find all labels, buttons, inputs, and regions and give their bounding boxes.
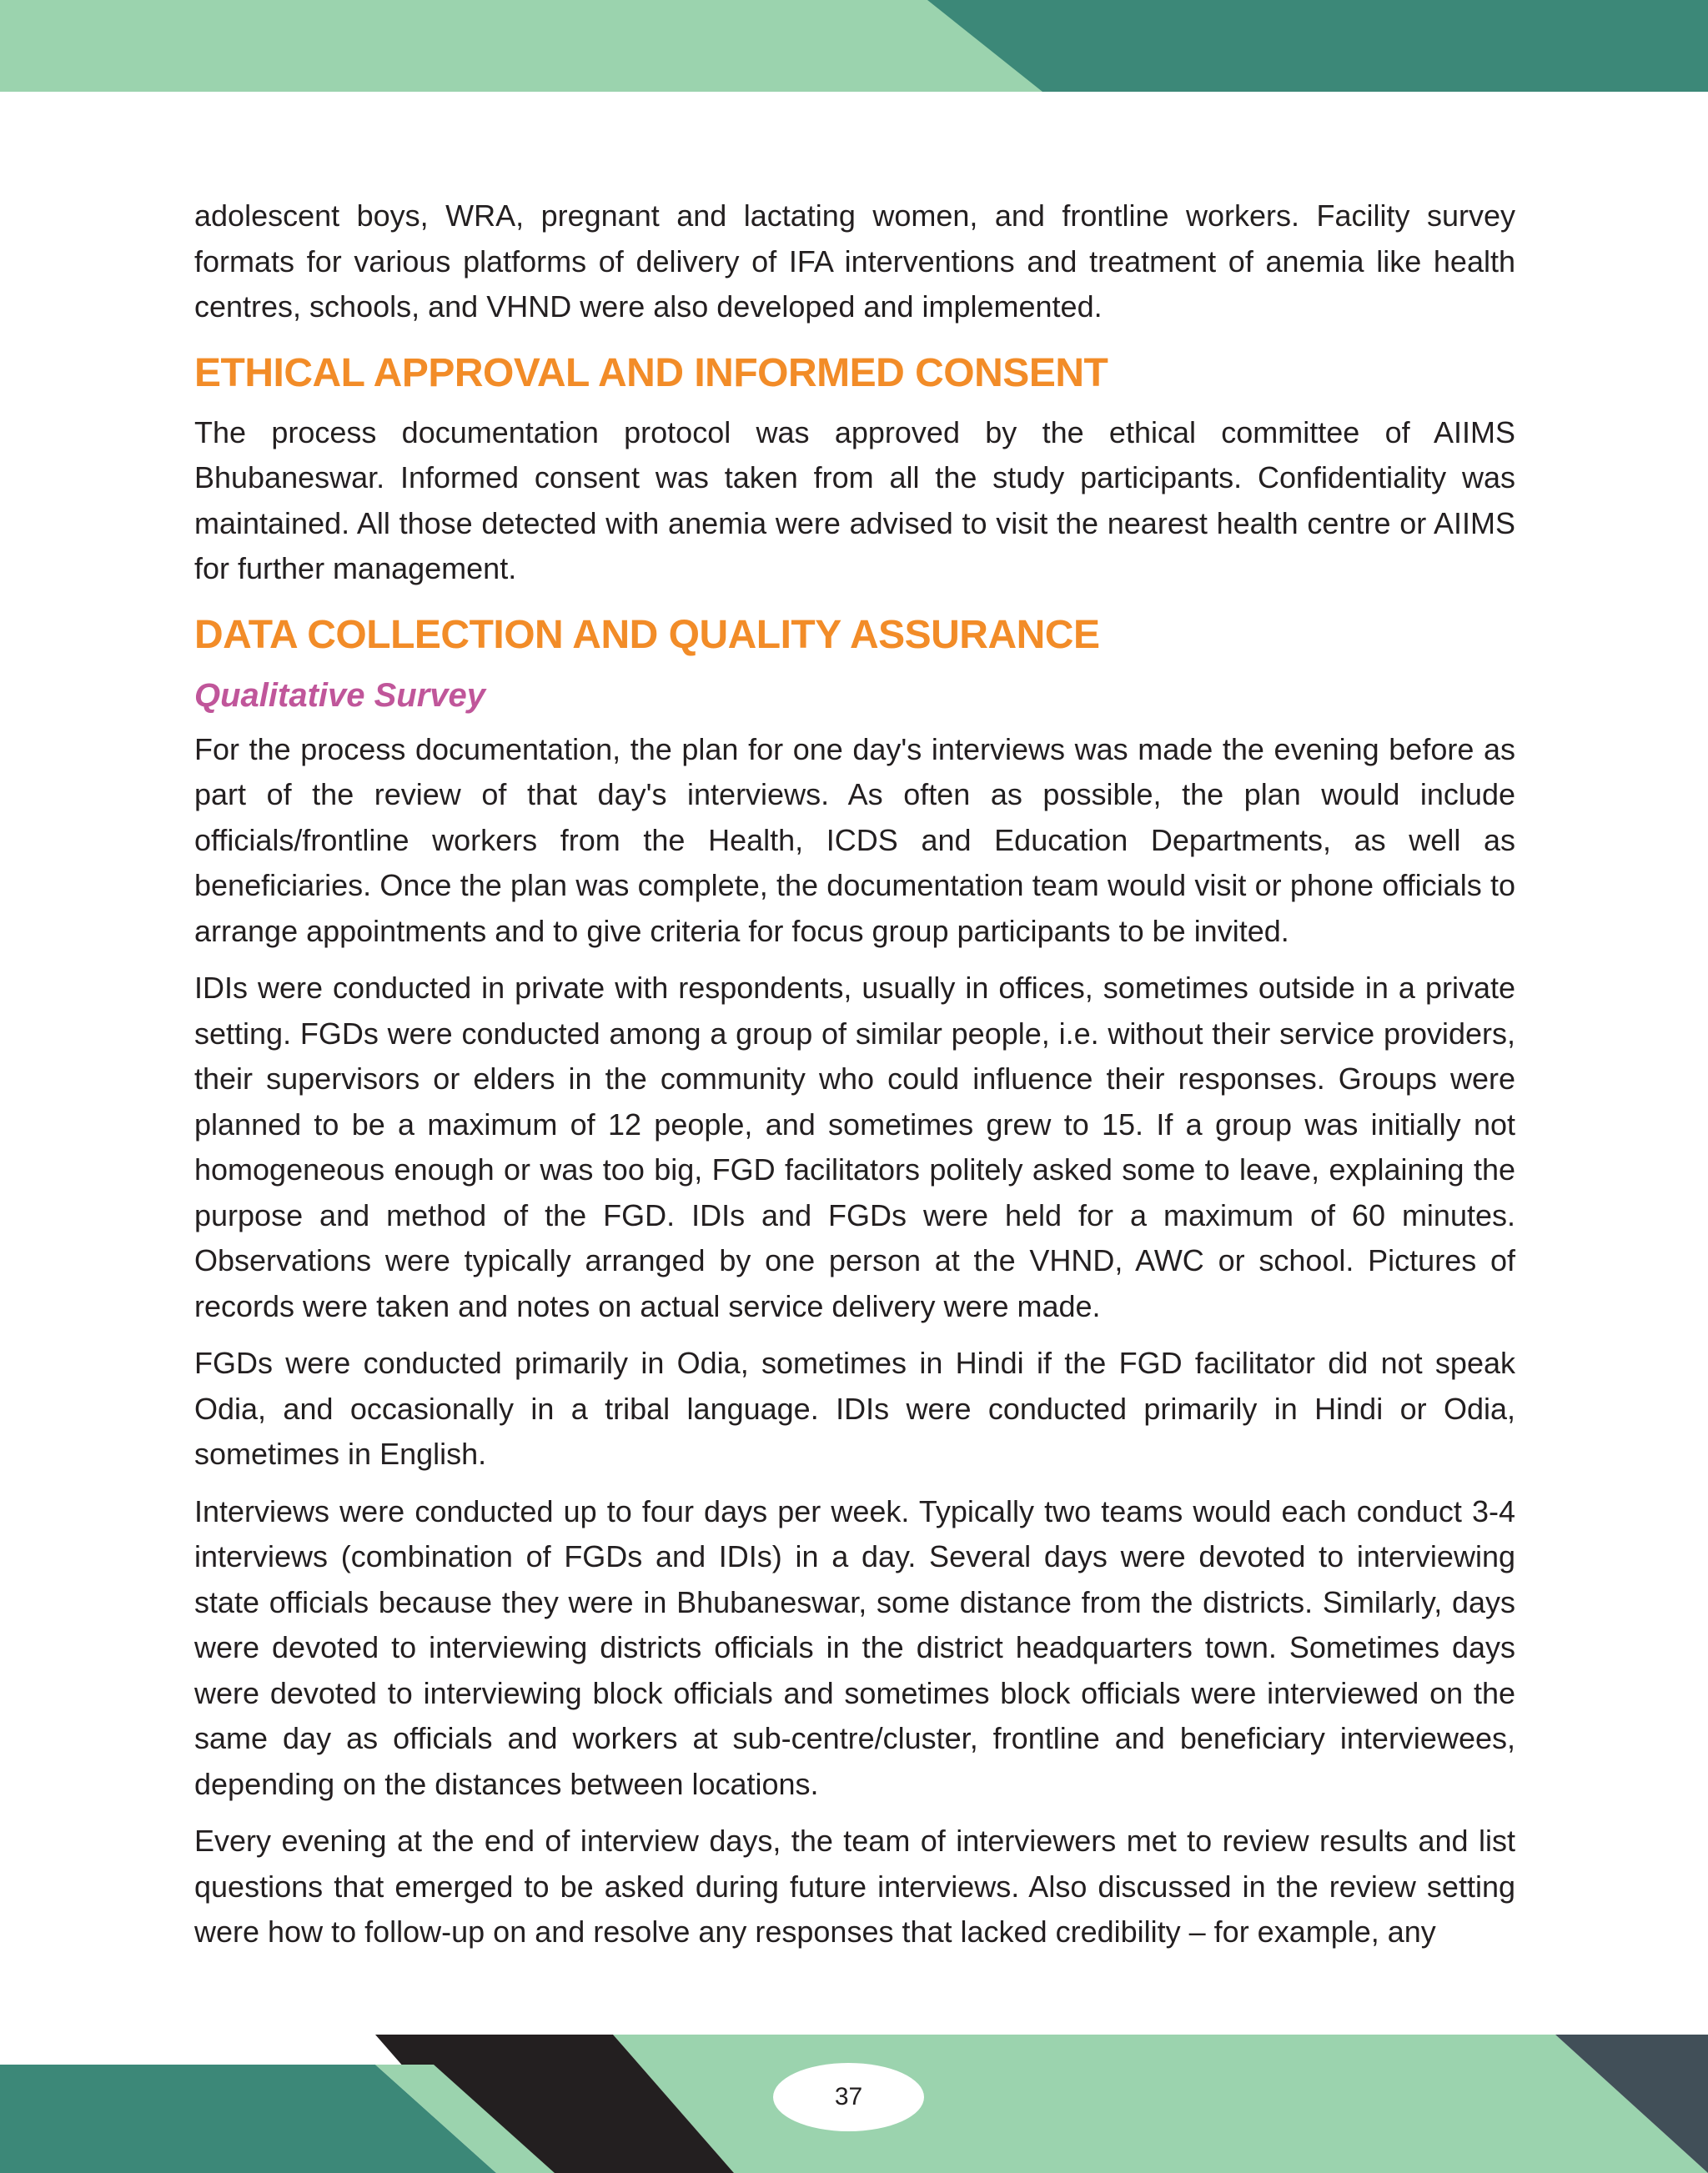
page-number: 37 <box>834 2083 863 2110</box>
page-content <box>194 193 1515 1967</box>
top-band-light-green <box>0 0 1042 92</box>
top-decorative-band <box>0 0 1708 93</box>
ethical-approval-paragraph: The process documentation protocol was approved by the ethical committee of AIIMS Bhubaneswar. Informed consent was taken from all the study participants. Confidentiality was maintained. All those detected with anemia were advised to visit the nearest health centre or AIIMS for further management. <box>194 414 1515 585</box>
data-collection-heading: DATA COLLECTION AND QUALITY ASSURANCE <box>194 612 1100 657</box>
evening-review-paragraph: Every evening at the end of interview days, the team of interviewers met to review results and list questions that emerged to be asked during future interviews. Also discussed in the review setting were how to follow-up on and resolve any responses that lacked credibility – for example, any <box>194 1824 1515 1949</box>
page-number-badge <box>773 2063 924 2131</box>
process-planning-paragraph: For the process documentation, the plan for one day's interviews was made the evening before as part of the review of that day's interviews. As often as possible, the plan would include officials/frontline workers from the Health, ICDS and Education Departments, as well as beneficiaries. Once the plan was complete, the documentation team would visit or phone officials to arrange appointments and to give criteria for focus group participants to be invited. <box>194 731 1515 948</box>
interview-schedule-paragraph: Interviews were conducted up to four days per week. Typically two teams would each conduct 3-4 interviews (combination of FGDs and IDIs) in a day. Several days were devoted to interviewing state officials because they were in Bhubaneswar, some distance from the districts. Similarly, days were devoted to interviewing districts officials in the district headquarters town. Sometimes days were devoted to interviewing block officials and sometimes block officials were interviewed on the same day as officials and workers at sub-centre/cluster, frontline and beneficiary interviewees, depending on the distances between locations. <box>194 1493 1515 1801</box>
qualitative-survey-subheading: Qualitative Survey <box>194 676 486 714</box>
ethical-approval-heading: ETHICAL APPROVAL AND INFORMED CONSENT <box>194 350 1108 395</box>
top-band-teal <box>927 0 1708 92</box>
language-paragraph: FGDs were conducted primarily in Odia, sometimes in Hindi if the FGD facilitator did not speak Odia, and occasionally in a tribal language. IDIs were conducted primarily in Hindi or Odia, sometimes in English. <box>194 1346 1515 1471</box>
intro-paragraph: adolescent boys, WRA, pregnant and lactating women, and frontline workers. Facility survey formats for various platforms of delivery of IFA interventions and treatment of anemia like health centres, schools, and VHND were also developed and implemented. <box>194 198 1515 324</box>
idi-fgd-conduct-paragraph: IDIs were conducted in private with respondents, usually in offices, sometimes outside in a private setting. FGDs were conducted among a group of similar people, i.e. without their service providers, their supervisors or elders in the community who could influence their responses. Groups were planned to be a maximum of 12 people, and sometimes grew to 15. If a group was initially not homogeneous enough or was too big, FGD facilitators politely asked some to leave, explaining the purpose and method of the FGD. IDIs and FGDs were held for a maximum of 60 minutes. Observations were typically arranged by one person at the VHND, AWC or school. Pictures of records were taken and notes on actual service delivery were made. <box>194 971 1515 1323</box>
